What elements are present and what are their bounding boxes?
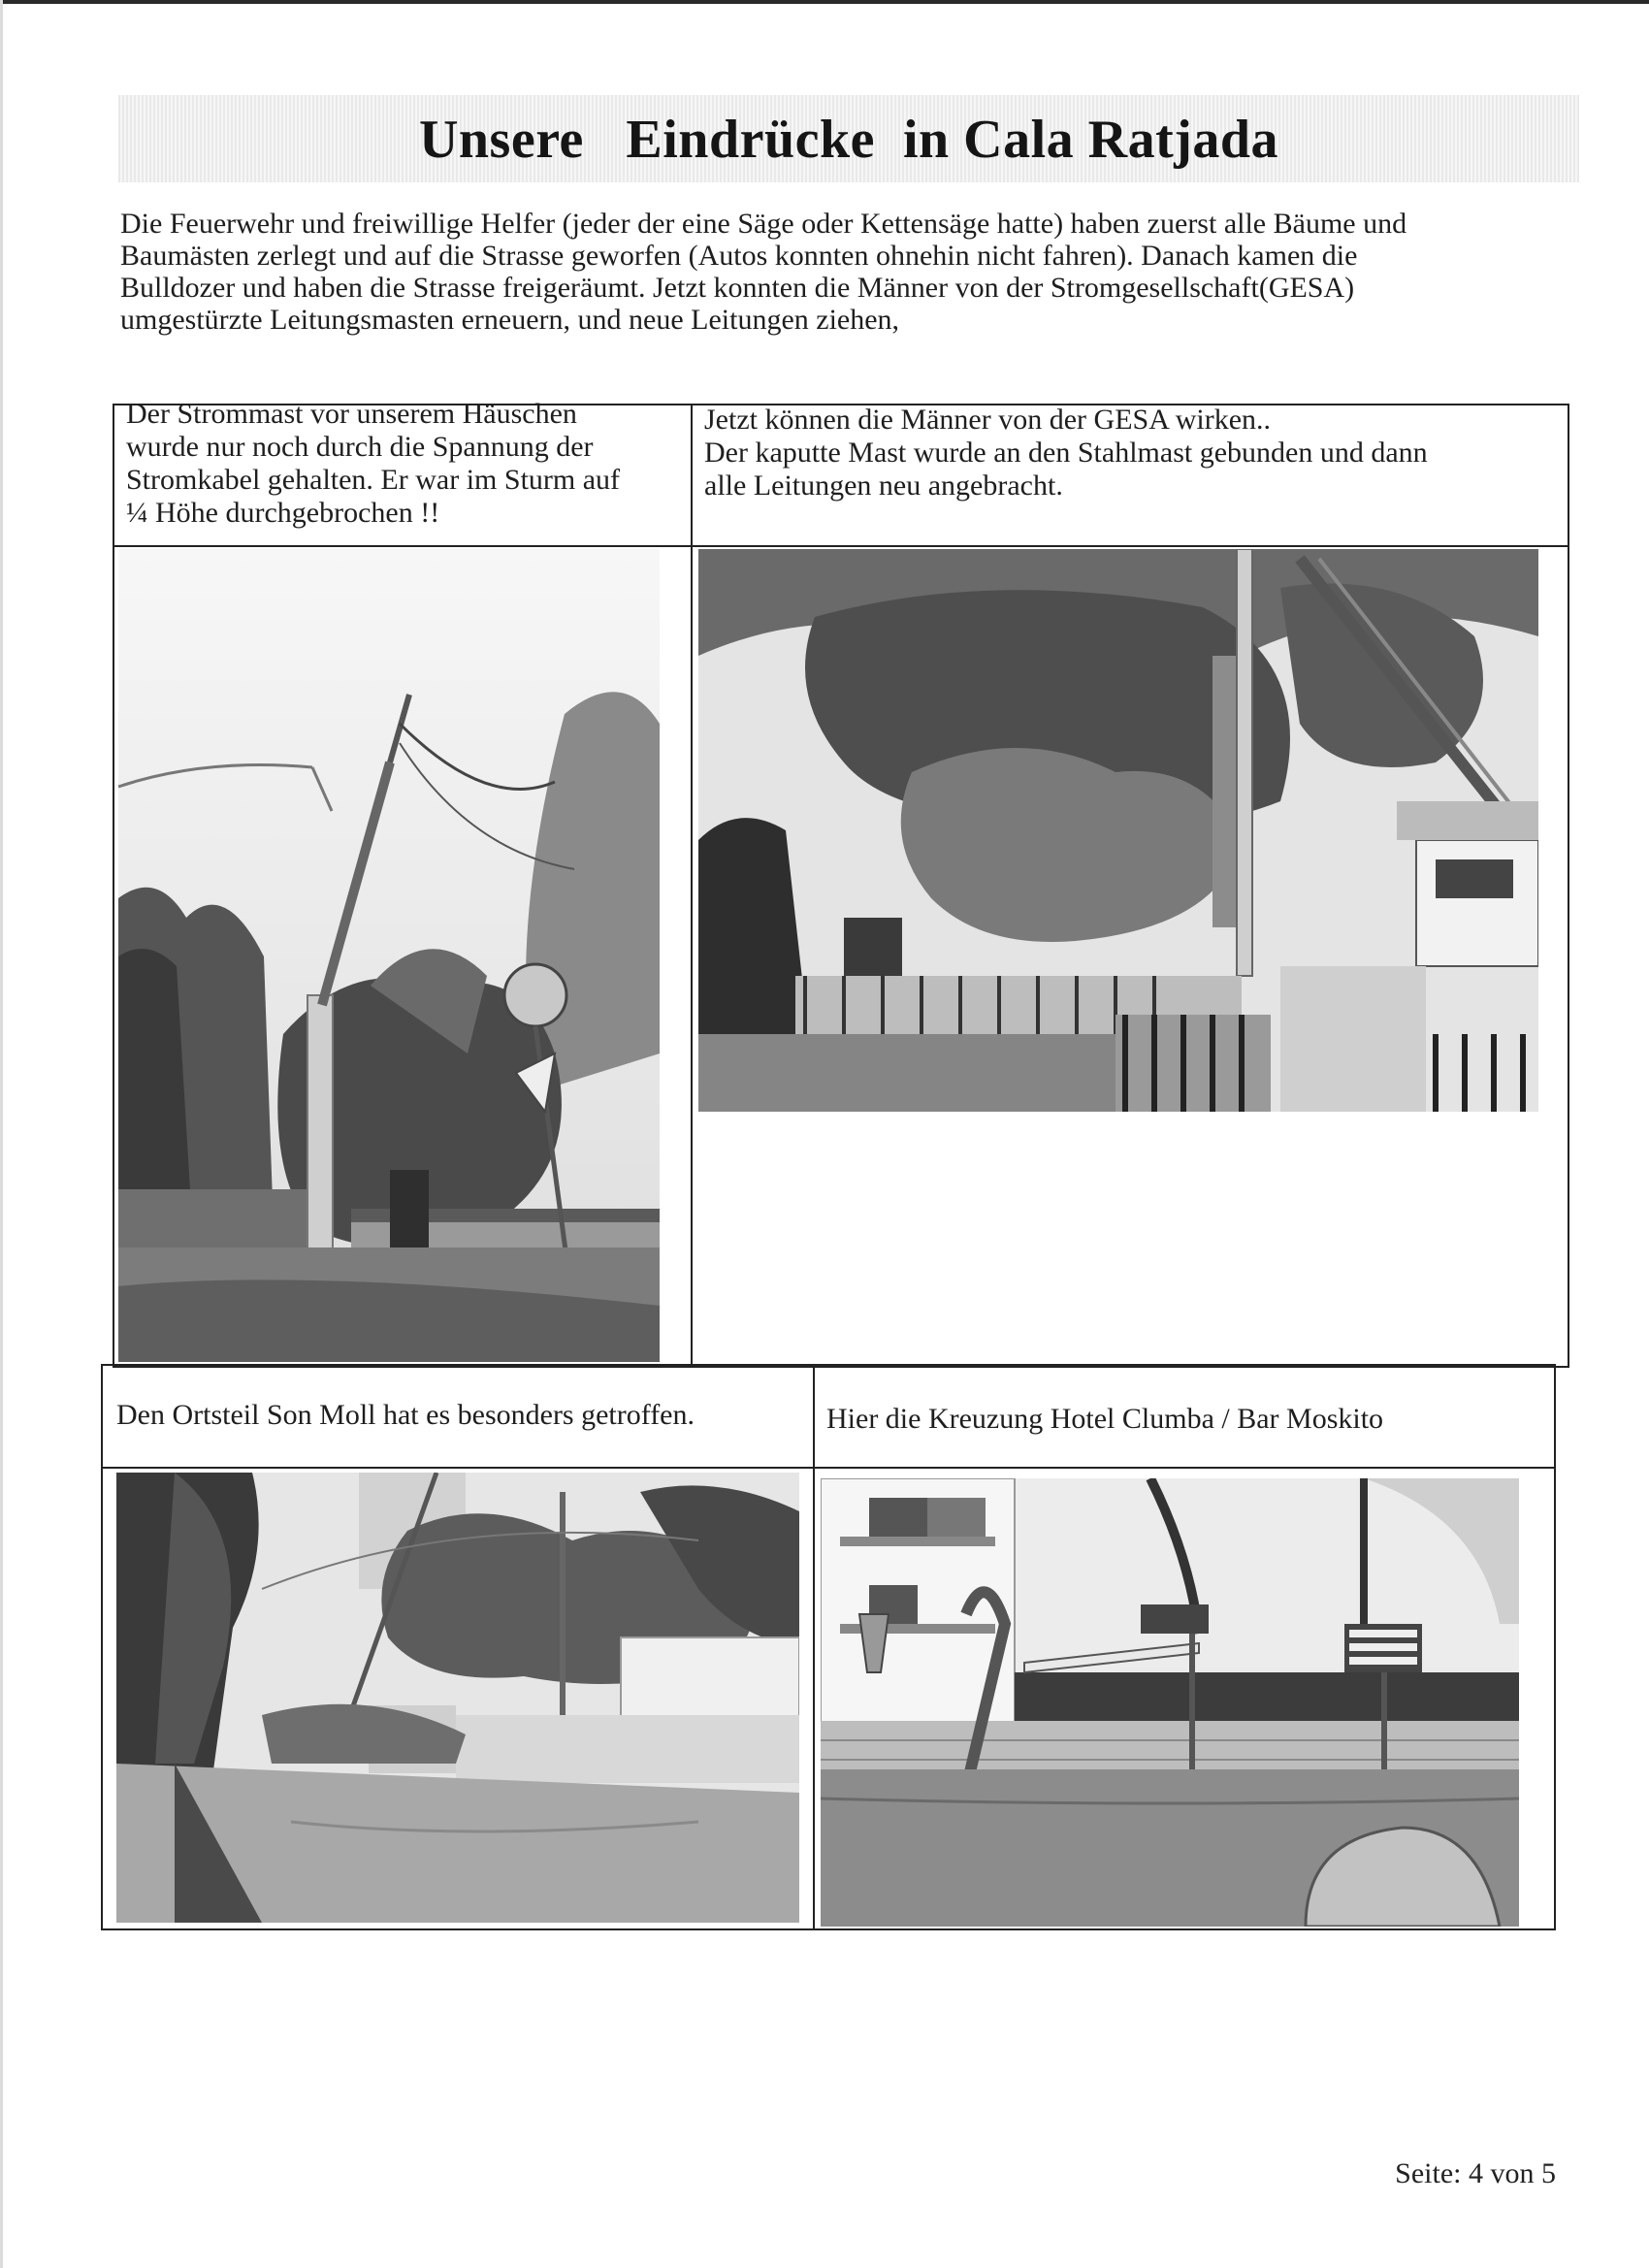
page-title: Unsere Eindrücke in Cala Ratjada bbox=[418, 110, 1279, 170]
scan-shadow bbox=[0, 0, 3, 2268]
intro-line: Bulldozer und haben die Strasse freigeräumt. Jetzt konnten die Männer von der Stromgesellschaft(GESA) bbox=[120, 272, 1355, 304]
photo-broken-pole bbox=[118, 549, 660, 1362]
scan-edge bbox=[0, 0, 1649, 4]
table-divider bbox=[101, 1467, 1556, 1469]
photo-kreuzung bbox=[821, 1478, 1519, 1927]
caption-top-right: Jetzt können die Männer von der GESA wirken.. Der kaputte Mast wurde an den Stahlmast gebunden und dann alle Leitungen neu angebracht. bbox=[704, 404, 1428, 502]
table-divider bbox=[691, 404, 693, 1368]
caption-top-left: Der Strommast vor unserem Häuschen wurde nur noch durch die Spannung der Stromkabel gehalten. Er war im Sturm auf ¼ Höhe durchgebrochen !! bbox=[126, 398, 621, 529]
intro-line: Baumästen zerlegt und auf die Strasse geworfen (Autos konnten ohnehin nicht fahren). Danach kamen die bbox=[120, 240, 1358, 272]
intro-paragraph bbox=[120, 208, 1585, 336]
page-number: Seite: 4 von 5 bbox=[1395, 2157, 1556, 2189]
photo-son-moll bbox=[116, 1473, 799, 1923]
caption-bottom-right: Hier die Kreuzung Hotel Clumba / Bar Moskito bbox=[826, 1403, 1384, 1435]
caption-bottom-left: Den Ortsteil Son Moll hat es besonders getroffen. bbox=[116, 1399, 695, 1431]
table-divider bbox=[813, 1364, 815, 1930]
intro-line: Die Feuerwehr und freiwillige Helfer (jeder der eine Säge oder Kettensäge hatte) haben zuerst alle Bäume und bbox=[120, 208, 1407, 240]
intro-line: umgestürzte Leitungsmasten erneuern, und neue Leitungen ziehen, bbox=[120, 304, 900, 336]
photo-gesa-repair bbox=[698, 549, 1538, 1112]
table-divider bbox=[113, 545, 1569, 547]
